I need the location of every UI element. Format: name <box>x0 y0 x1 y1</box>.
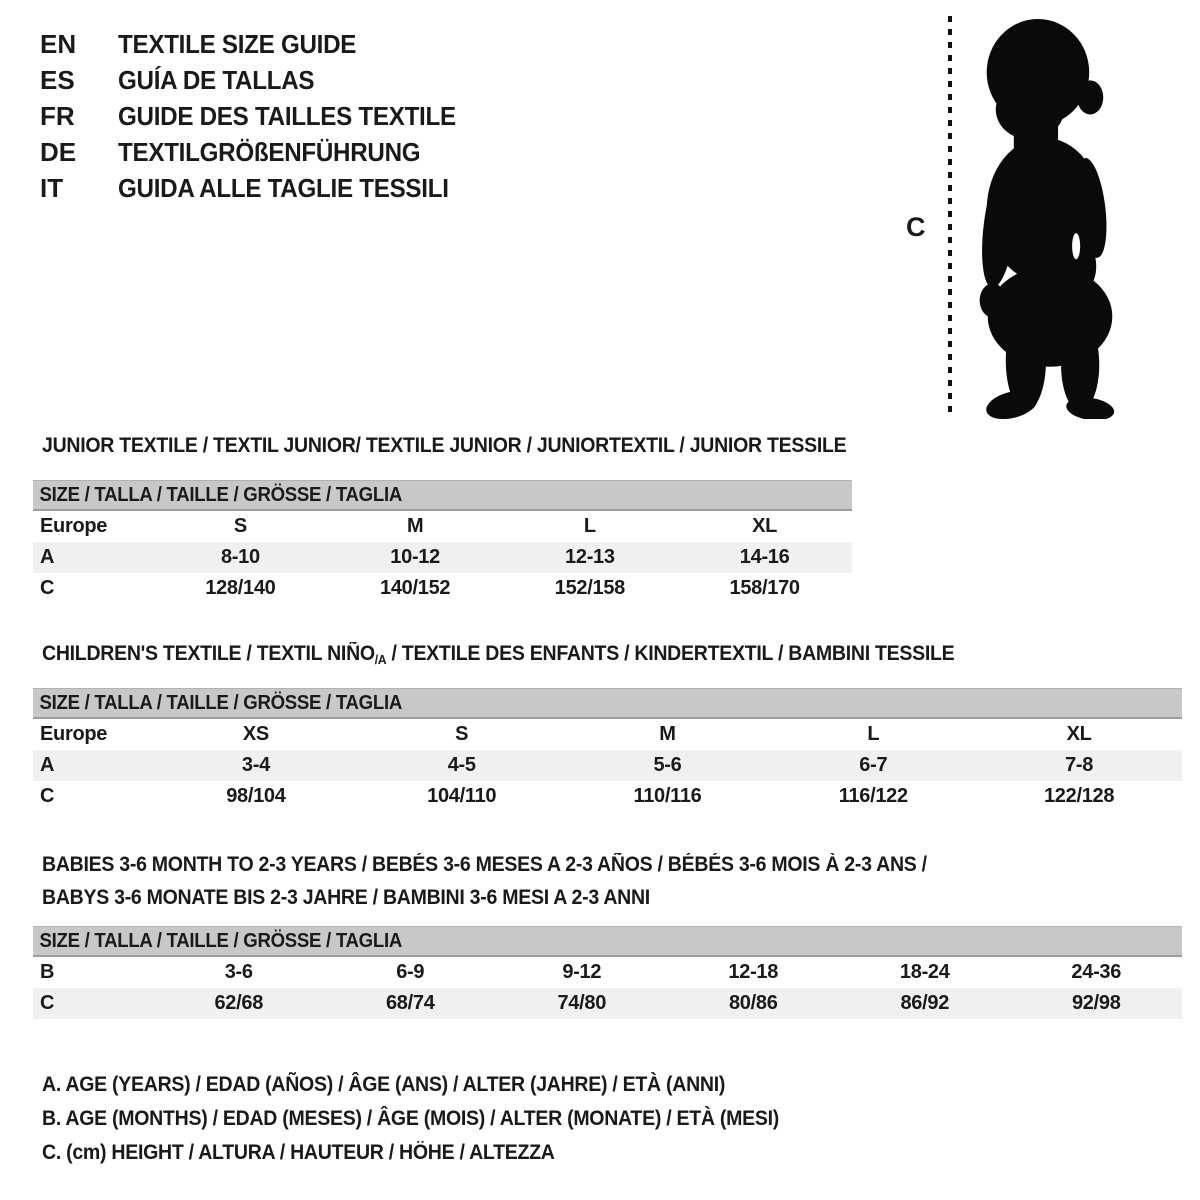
row-label: A <box>33 542 153 573</box>
height-cell: 74/80 <box>496 988 668 1019</box>
language-row <box>40 26 481 62</box>
size-table-header: SIZE / TALLA / TAILLE / GRÖSSE / TAGLIA <box>39 691 403 714</box>
row-label: Europe <box>40 723 108 745</box>
age-cell: 6-9 <box>396 961 425 983</box>
legend-line-a: A. AGE (YEARS) / EDAD (AÑOS) / ÂGE (ANS) / ALTER (JAHRE) / ETÀ (ANNI) <box>42 1073 726 1096</box>
measurement-legend <box>42 1068 834 1170</box>
age-cell: 12-13 <box>503 542 678 573</box>
language-code: FR <box>40 100 75 131</box>
height-cell: 110/116 <box>633 785 702 807</box>
age-cell: 4-5 <box>359 750 565 781</box>
age-cell: 14-16 <box>677 542 852 573</box>
height-cell: 158/170 <box>729 577 800 599</box>
row-label: C <box>40 785 55 807</box>
size-cell: L <box>867 723 880 745</box>
junior-section-title: JUNIOR TEXTILE / TEXTIL JUNIOR/ TEXTILE JUNIOR / JUNIORTEXTIL / JUNIOR TESSILE <box>42 434 847 457</box>
height-cell: 62/68 <box>153 988 325 1019</box>
table-row <box>33 718 1182 750</box>
height-cell: 152/158 <box>554 577 625 599</box>
table-row <box>33 750 1182 781</box>
language-code: EN <box>40 28 77 59</box>
height-dashed-line <box>948 16 952 416</box>
age-cell: 5-6 <box>565 750 771 781</box>
size-cell: M <box>659 723 676 745</box>
size-cell: XS <box>242 723 269 745</box>
children-size-table <box>33 688 1182 812</box>
toddler-silhouette-icon <box>963 17 1135 419</box>
height-cell: 128/140 <box>205 577 276 599</box>
table-row <box>33 573 852 604</box>
language-code: DE <box>40 136 77 167</box>
age-cell: 10-12 <box>328 542 503 573</box>
size-table-header-row <box>33 689 1182 719</box>
size-cell: S <box>455 723 469 745</box>
row-label: B <box>40 961 55 983</box>
row-label: C <box>40 577 55 599</box>
size-cell: L <box>583 515 596 537</box>
height-cell: 92/98 <box>1011 988 1183 1019</box>
babies-title-line2: BABYS 3-6 MONATE BIS 2-3 JAHRE / BAMBINI 3-6 MESI A 2-3 ANNI <box>42 886 650 909</box>
language-row <box>40 134 481 170</box>
legend-line-b: B. AGE (MONTHS) / EDAD (MESES) / ÂGE (MOIS) / ALTER (MONATE) / ETÀ (MESI) <box>42 1107 779 1130</box>
size-cell: M <box>406 515 424 537</box>
guide-title: TEXTILE SIZE GUIDE <box>118 28 357 59</box>
row-label: Europe <box>40 515 108 537</box>
language-title-list <box>40 26 481 206</box>
size-table-header-row <box>33 927 1182 957</box>
size-cell: S <box>233 515 247 537</box>
table-row <box>33 542 852 573</box>
height-cell: 122/128 <box>1043 785 1115 807</box>
guide-title: GUIDA ALLE TAGLIE TESSILI <box>118 172 449 203</box>
language-row <box>40 62 481 98</box>
children-title-subscript: /A <box>374 652 387 667</box>
language-row <box>40 98 481 134</box>
size-cell: XL <box>1066 723 1092 745</box>
age-cell: 7-8 <box>976 750 1182 781</box>
guide-title: GUIDE DES TAILLES TEXTILE <box>118 100 456 131</box>
age-cell: 12-18 <box>728 961 779 983</box>
row-label: A <box>33 750 153 781</box>
table-row <box>33 510 852 542</box>
size-table-header: SIZE / TALLA / TAILLE / GRÖSSE / TAGLIA <box>39 929 403 952</box>
age-cell: 6-7 <box>770 750 976 781</box>
age-cell: 9-12 <box>562 961 602 983</box>
children-section-title <box>42 642 954 667</box>
size-table-header: SIZE / TALLA / TAILLE / GRÖSSE / TAGLIA <box>39 483 403 506</box>
size-table-header-row <box>33 481 852 511</box>
babies-title-line1: BABIES 3-6 MONTH TO 2-3 YEARS / BEBÉS 3-6 MESES A 2-3 AÑOS / BÉBÉS 3-6 MOIS À 2-3 ANS / <box>42 853 927 876</box>
language-row <box>40 170 481 206</box>
children-title-text: / TEXTILE DES ENFANTS / KINDERTEXTIL / BAMBINI TESSILE <box>386 642 955 665</box>
table-row <box>33 988 1182 1019</box>
table-row <box>33 781 1182 812</box>
height-cell: 86/92 <box>839 988 1011 1019</box>
babies-size-table <box>33 926 1182 1019</box>
guide-title: GUÍA DE TALLAS <box>118 64 315 95</box>
babies-section-title <box>42 848 993 914</box>
height-cell: 116/122 <box>838 785 908 807</box>
language-code: ES <box>40 64 75 95</box>
size-cell: XL <box>752 515 778 537</box>
age-cell: 24-36 <box>1071 961 1122 983</box>
height-cell: 104/110 <box>427 785 497 807</box>
junior-size-table <box>33 480 852 604</box>
age-cell: 3-4 <box>153 750 359 781</box>
height-cell: 68/74 <box>325 988 497 1019</box>
age-cell: 3-6 <box>224 961 253 983</box>
age-cell: 18-24 <box>899 961 950 983</box>
height-measure-label: C <box>906 212 926 242</box>
height-cell: 140/152 <box>380 577 451 599</box>
table-row <box>33 956 1182 988</box>
children-title-text: CHILDREN'S TEXTILE / TEXTIL NIÑO <box>42 642 375 665</box>
height-cell: 80/86 <box>668 988 840 1019</box>
height-cell: 98/104 <box>226 785 286 807</box>
row-label: C <box>33 988 153 1019</box>
guide-title: TEXTILGRÖßENFÜHRUNG <box>118 136 421 167</box>
age-cell: 8-10 <box>153 542 328 573</box>
language-code: IT <box>40 172 64 203</box>
legend-line-c: C. (cm) HEIGHT / ALTURA / HAUTEUR / HÖHE / ALTEZZA <box>42 1141 555 1164</box>
